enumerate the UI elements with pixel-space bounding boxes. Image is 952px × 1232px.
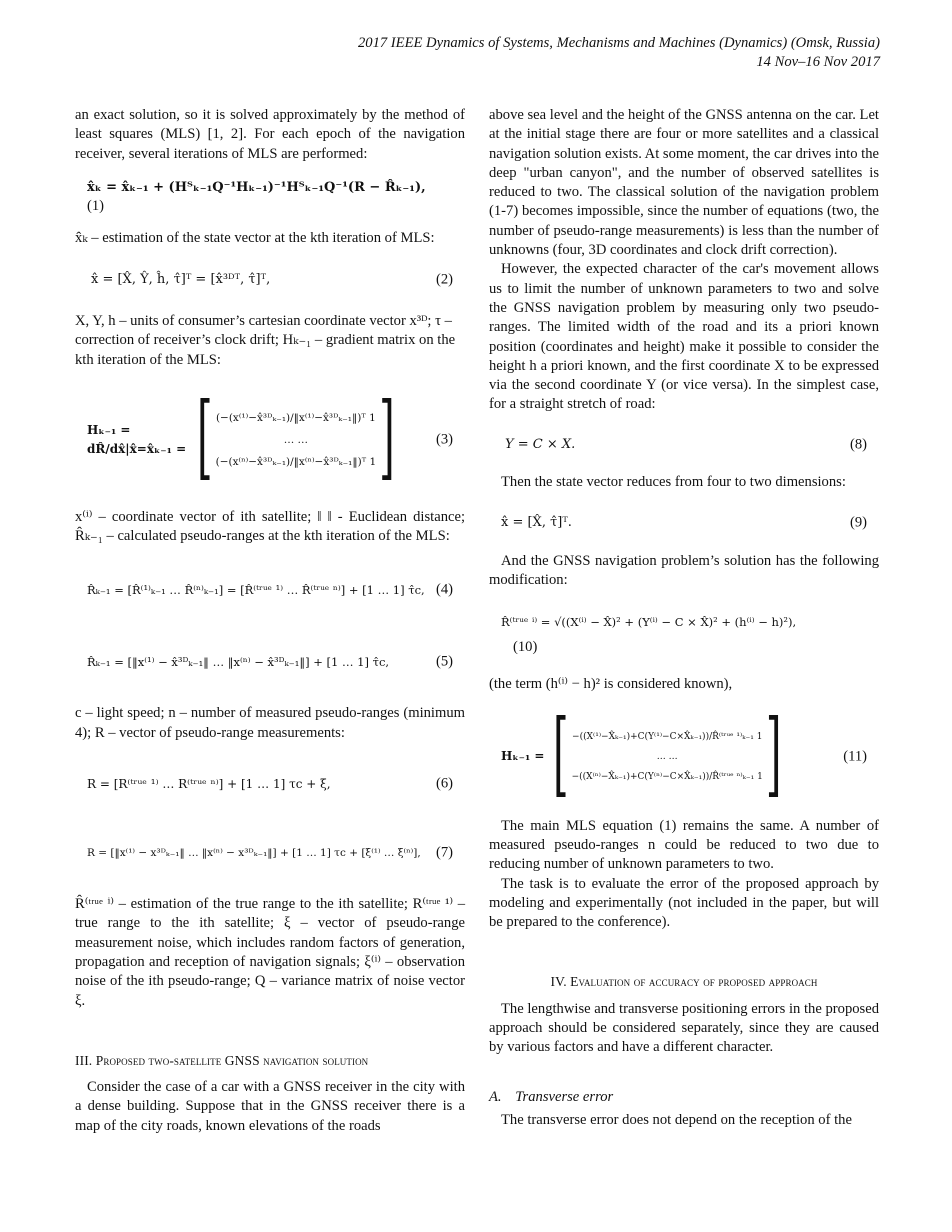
section-title: Proposed two-satellite GNSS navigation solution — [95, 1052, 369, 1068]
paragraph: The task is to evaluate the error of the proposed approach by modeling and experimentally (not included in the paper, but will be prepared to the conference). — [489, 875, 879, 931]
left-bracket: [ — [197, 385, 213, 492]
equation-body: R̂ₖ₋₁ = [R̂⁽¹⁾ₖ₋₁ … R̂⁽ⁿ⁾ₖ₋₁] = [R̂⁽ᵗʳᵘᵉ ¹⁾ … R̂⁽ᵗʳᵘᵉ ⁿ⁾] + [1 … 1] τ̂c, — [87, 583, 425, 598]
equation-number: (8) — [849, 436, 867, 453]
matrix-row: … … — [283, 433, 309, 446]
equation-body: R = [‖x⁽¹⁾ − x³ᴰₖ₋₁‖ … ‖x⁽ⁿ⁾ − x³ᴰₖ₋₁‖] + [1 … 1] τc + [ξ⁽¹⁾ … ξ⁽ⁿ⁾], — [87, 847, 421, 860]
matrix-rows — [213, 407, 380, 473]
equation-body — [75, 384, 465, 496]
subsection-heading — [489, 1088, 879, 1107]
paragraph: Consider the case of a car with a GNSS receiver in the city with a dense building. Suppose that in the GNSS receiver there is a map of the city roads, known elevations of the roads — [75, 1079, 465, 1134]
equation-lhs: Hₖ₋₁ = dR̂/dx̂|x̂=x̂ₖ₋₁ = — [87, 422, 187, 456]
section-heading — [75, 1051, 465, 1070]
equation-body: x̂ₖ = x̂ₖ₋₁ + (Hᵀₖ₋₁Q⁻¹Hₖ₋₁)⁻¹Hᵀₖ₋₁Q⁻¹(R − R̂ₖ₋₁), — [87, 179, 426, 195]
equation-7 — [75, 823, 465, 883]
paragraph: an exact solution, so it is solved approximately by the method of least squares (MLS) [1, 2]. For each epoch of the navigation receiver, several iterations of MLS are performed: — [75, 107, 465, 162]
equation-number: (6) — [435, 775, 453, 792]
paragraph: X, Y, h – units of consumer’s cartesian coordinate vector x³ᴰ; τ – correction of receiver’s clock drift; Hₖ₋₁ – gradient matrix on the kth iteration of the MLS: — [75, 312, 456, 368]
section-title: Evaluation of accuracy of proposed approach — [570, 974, 818, 990]
equation-number: (5) — [435, 653, 453, 670]
paragraph: above sea level and the height of the GNSS antenna on the car. Let at the initial stage there are four or more satellites and a classical navigation solution exists. At some moment, the car drives into the deep "urban canyon", and the number of observed satellites is reduced to two. The classical solution of the navigation problem (1-7) becomes impossible, since the number of equations (two, the number of pseudo-range measurements) is less than the number of unknowns (four, 3D coordinates and clock drift correction). — [489, 107, 879, 259]
header-conference: 2017 IEEE Dynamics of Systems, Mechanisms and Machines (Dynamics) (Omsk, Russia) — [357, 35, 880, 51]
paragraph: Then the state vector reduces from four to two dimensions: — [501, 473, 846, 490]
right-bracket: ] — [765, 702, 782, 809]
running-header — [358, 34, 880, 72]
paragraph: (the term (h⁽ⁱ⁾ − h)² is considered known), — [489, 676, 733, 693]
paragraph: x̂ₖ – estimation of the state vector at the kth iteration of MLS: — [75, 229, 435, 246]
equation-number: (11) — [843, 748, 867, 765]
section-number: IV. — [550, 974, 567, 990]
equation-body: x̂ = [X̂, τ̂]ᵀ. — [501, 515, 572, 531]
subsection-title: Transverse error — [515, 1088, 614, 1105]
matrix-rows — [569, 727, 766, 787]
equation-body: R̂⁽ᵗʳᵘᵉ ⁱ⁾ = √((X⁽ⁱ⁾ − X̂)² + (Y⁽ⁱ⁾ − C × X̂)² + (h⁽ⁱ⁾ − h)²), — [501, 614, 797, 629]
paragraph: The main MLS equation (1) remains the same. A number of measured pseudo-ranges n could be reduced to two due to reducing number of unknown parameters to two. — [489, 817, 879, 873]
equation-10 — [489, 613, 879, 632]
equation-body — [489, 702, 879, 809]
equation-body: x̂ = [X̂, Ŷ, ĥ, τ̂]ᵀ = [x̂³ᴰᵀ, τ̂]ᵀ, — [91, 271, 271, 287]
equation-8 — [489, 429, 879, 461]
paragraph: x⁽ⁱ⁾ – coordinate vector of ith satellite; ‖ ‖ - Euclidean distance; R̂ₖ₋₁ – calculated pseudo-ranges at the kth iteration of the MLS: — [75, 508, 465, 545]
matrix-row: −((X⁽¹⁾−X̂ₖ₋₁)+C(Y⁽¹⁾−C×X̂ₖ₋₁))/R̂⁽ᵗʳᵘᵉ ¹⁾ₖ₋₁ 1 — [572, 731, 763, 742]
equation-3 — [75, 384, 465, 496]
equation-body: R̂ₖ₋₁ = [‖x⁽¹⁾ − x̂³ᴰₖ₋₁‖ … ‖x⁽ⁿ⁾ − x̂³ᴰₖ₋₁‖] + [1 … 1] τ̂c, — [87, 655, 390, 670]
subsection-label: A. — [489, 1088, 502, 1105]
section-heading — [489, 972, 879, 991]
paragraph: c – light speed; n – number of measured pseudo-ranges (minimum 4); R – vector of pseudo-range measurements: — [75, 705, 465, 741]
paragraph: R̂⁽ᵗʳᵘᵉ ⁱ⁾ – estimation of the true range to the ith satellite; R⁽ᵗʳᵘᵉ ¹⁾ – true range to the ith satellite; ξ – vector of pseudo-range measurement noise, which includes random factors of generation, propagation and reception of navigation signals; ξ⁽ⁱ⁾ – observation noise of the ith pseudo-range; Q – variance matrix of noise vector ξ. — [75, 896, 465, 1009]
equation-1 — [75, 178, 465, 197]
right-bracket: ] — [379, 385, 395, 492]
equation-number: (9) — [849, 514, 867, 531]
matrix-row: (−(x⁽¹⁾−x̂³ᴰₖ₋₁)/‖x⁽¹⁾−x̂³ᴰₖ₋₁‖)ᵀ 1 — [215, 411, 376, 424]
section-number: III. — [75, 1052, 93, 1068]
paragraph: However, the expected character of the car's movement allows us to limit the number of unknown parameters to two and solve the GNSS navigation problem by measuring only two pseudo-ranges. The limited width of the road and its a priori known position (coordinates and height) make it possible to consider the height h a priori known, and the first coordinate X to be expressed via the second coordinate Y (or vice versa). In the simplest case, for a straight stretch of road: — [489, 261, 879, 413]
equation-number: (4) — [435, 581, 453, 598]
matrix-row: … … — [656, 751, 678, 762]
equation-9 — [489, 506, 879, 540]
equation-number: (7) — [435, 844, 453, 861]
equation-body: Y = C × X. — [505, 436, 576, 452]
equation-number: (10) — [513, 639, 538, 656]
equation-4 — [75, 560, 465, 620]
matrix-row: (−(x⁽ⁿ⁾−x̂³ᴰₖ₋₁)/‖x⁽ⁿ⁾−x̂³ᴰₖ₋₁‖)ᵀ 1 — [215, 455, 377, 468]
matrix-row: −((X⁽ⁿ⁾−X̂ₖ₋₁)+C(Y⁽ⁿ⁾−C×X̂ₖ₋₁))/R̂⁽ᵗʳᵘᵉ ⁿ⁾ₖ₋₁ 1 — [571, 771, 763, 782]
paragraph: The transverse error does not depend on the reception of the — [501, 1111, 852, 1128]
equation-lhs: Hₖ₋₁ = — [501, 749, 545, 764]
right-column — [489, 106, 879, 1130]
equation-number: (1) — [87, 198, 105, 215]
header-dates: 14 Nov–16 Nov 2017 — [756, 54, 880, 70]
left-bracket: [ — [553, 702, 569, 809]
paragraph: The lengthwise and transverse positioning errors in the proposed approach should be considered separately, since they are caused by various factors and have a different character. — [489, 1000, 879, 1056]
equation-number: (3) — [435, 431, 453, 448]
equation-number: (2) — [435, 271, 453, 288]
left-column — [75, 106, 465, 1136]
equation-6 — [75, 757, 465, 811]
equation-11 — [489, 702, 879, 809]
equation-2 — [75, 260, 465, 300]
equation-5 — [75, 632, 465, 692]
paragraph: And the GNSS navigation problem’s solution has the following modification: — [489, 553, 879, 589]
equation-body: R = [R⁽ᵗʳᵘᵉ ¹⁾ … R⁽ᵗʳᵘᵉ ⁿ⁾] + [1 … 1] τc + ξ, — [87, 777, 331, 792]
